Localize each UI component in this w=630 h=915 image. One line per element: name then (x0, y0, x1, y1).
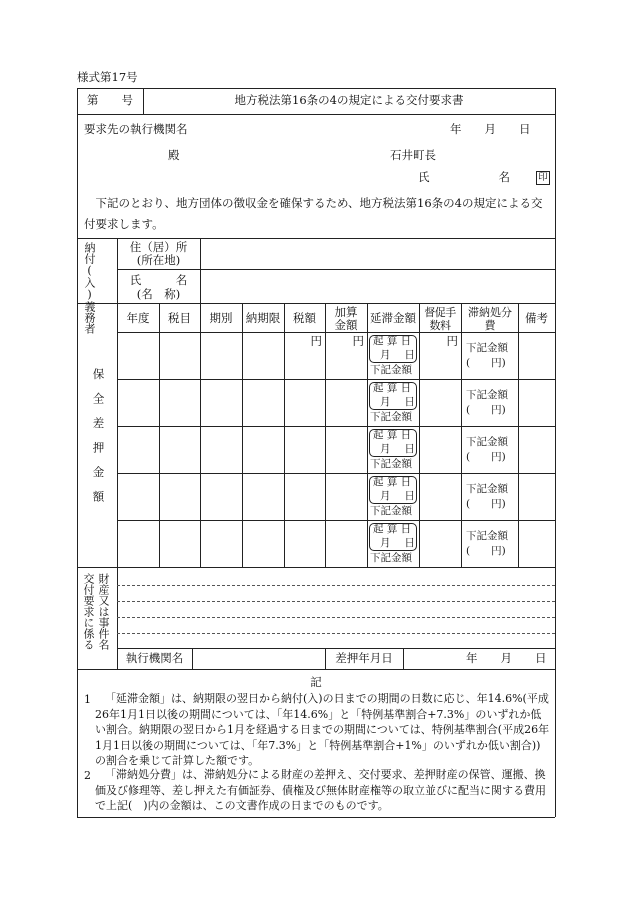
delay-date-label: 月 日 (380, 443, 415, 455)
note-number: 1 (84, 693, 91, 706)
delay-amount-label: 下記金額 (370, 411, 412, 423)
col-delay-amount: 延滞金額 (370, 311, 416, 325)
recipient-label: 要求先の執行機関名 (84, 122, 188, 136)
taxpayer-name-label: 氏 名 (129, 273, 188, 287)
col-year: 年度 (126, 311, 150, 325)
address-label: 住（居）所 (129, 240, 188, 254)
note-text: 「延滞金額」は、納期限の翌日から納付(入)の日までの期間の日数に応じ、年14.6%(平成26年1月1日以後の期間については、「年14.6%」と「特例基準割合+7.3%」のいずれか低い割合。納期限の翌日から1月を経過する日までの期間については、特例基準割合(平成26年1月1日以後の期間については、「年7.3%」と「特例基準割合+1%」のいずれか低い割合))の割合を乗じて計算した額です。 (95, 692, 550, 767)
property-side-label: 交付要求に係る (82, 573, 95, 650)
delay-amount-label: 下記金額 (370, 552, 412, 564)
disposal-yen-label: ( 円) (466, 451, 506, 463)
seizure-date-label: 差押年月日 (335, 651, 393, 665)
document-title: 地方税法第16条の4の規定による交付要求書 (234, 93, 464, 107)
notes-heading: 記 (310, 675, 322, 689)
note-number: 2 (84, 769, 91, 782)
delay-start-label: 起 算 日 (373, 429, 412, 441)
col-tax-item: 税目 (168, 311, 191, 325)
document-number: 第 号 (87, 93, 133, 107)
issuer-title: 石井町長 (390, 148, 436, 162)
delay-start-label: 起 算 日 (373, 335, 412, 347)
disposal-yen-label: ( 円) (466, 357, 506, 369)
honorific: 殿 (168, 148, 180, 162)
delay-amount-label: 下記金額 (370, 458, 412, 470)
disposal-amount-label: 下記金額 (466, 342, 508, 354)
col-reminder-fee: 督促手数料 (424, 306, 456, 332)
col-remarks: 備考 (525, 311, 548, 325)
delay-start-label: 起 算 日 (373, 523, 412, 535)
name-label: 氏 名 (418, 170, 510, 184)
disposal-amount-label: 下記金額 (466, 530, 508, 542)
disposal-amount-label: 下記金額 (466, 483, 508, 495)
taxpayer-side-label: 納付(入)義務者 (83, 242, 96, 334)
unit-reminder-fee: 円 (446, 334, 458, 348)
delay-amount-label: 下記金額 (370, 505, 412, 517)
amounts-side-label: 保全差押金額 (91, 368, 106, 515)
delay-start-label: 起 算 日 (373, 476, 412, 488)
delay-amount-label: 下記金額 (370, 364, 412, 376)
col-disposal-cost: 滞納処分費 (468, 306, 512, 332)
property-side-label-2: 財産又は事件名 (97, 573, 110, 650)
unit-tax-amount: 円 (310, 334, 322, 348)
agency-name-label: 執行機関名 (125, 651, 184, 665)
delay-date-label: 月 日 (380, 490, 415, 502)
address-sub-label: (所在地) (136, 253, 181, 267)
col-addition-amount: 加算金額 (334, 305, 358, 332)
delay-date-label: 月 日 (380, 396, 415, 408)
unit-addition-amount: 円 (352, 334, 364, 348)
disposal-yen-label: ( 円) (466, 545, 506, 557)
note-text: 「滞納処分費」は、滞納処分による財産の差押え、交付要求、差押財産の保管、運搬、換価及び修理等、差し押えた有価証券、債権及び無体財産権等の取立並びに配当に関する費用で上記( )内の金額は、この文書作成の日までのものです。 (95, 768, 546, 812)
taxpayer-name-sub: (名 称) (136, 287, 181, 301)
issue-date: 年 月 日 (450, 122, 531, 136)
disposal-amount-label: 下記金額 (466, 389, 508, 401)
col-tax-amount: 税額 (293, 311, 316, 325)
delay-start-label: 起 算 日 (373, 382, 412, 394)
delay-date-label: 月 日 (380, 349, 415, 361)
col-period: 期別 (209, 311, 233, 325)
seizure-date-value: 年 月 日 (466, 651, 547, 665)
col-due-date: 納期限 (245, 311, 281, 325)
seal-mark: 印 (536, 171, 550, 185)
delay-date-label: 月 日 (380, 537, 415, 549)
disposal-yen-label: ( 円) (466, 498, 506, 510)
disposal-yen-label: ( 円) (466, 404, 506, 416)
form-number: 様式第17号 (77, 70, 138, 84)
disposal-amount-label: 下記金額 (466, 436, 508, 448)
request-body-text: 下記のとおり、地方団体の徴収金を確保するため、地方税法第16条の4の規定による交付要求します。 (84, 196, 543, 231)
